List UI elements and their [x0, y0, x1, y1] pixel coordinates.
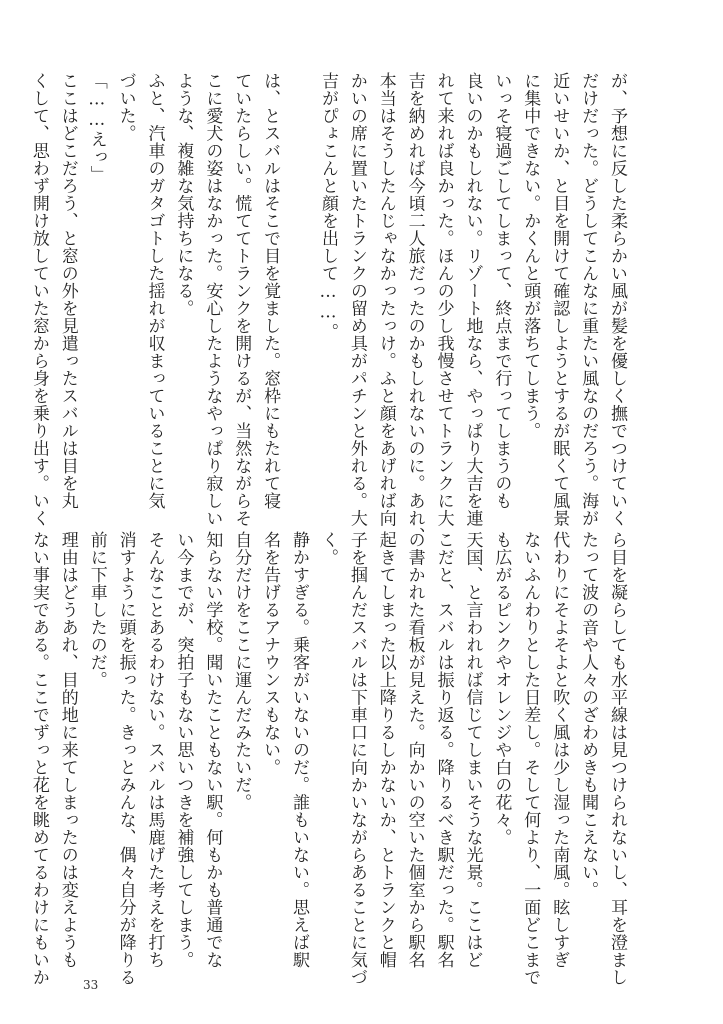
text-line: 理由はどうあれ、目的地に来てしまったのは変えようも	[57, 531, 78, 969]
text-line: 前に下車したのだ。	[86, 531, 107, 689]
text-line: に集中できない。かくんと頭が落ちてしまう。	[520, 72, 541, 440]
text-line: そんなことあるわけない。スバルは馬鹿げた考えを打ち	[144, 531, 165, 969]
text-line: 子を掴んだスバルは下車口に向かいながらあることに気づ	[346, 531, 367, 986]
text-line: づいた。	[115, 72, 136, 142]
text-line: いっそ寝過ごしてしまって、終点まで行ってしまうのも	[491, 72, 512, 510]
text-line: 代わりにそよそよと吹く風は少し湿った南風。眩しすぎ	[549, 531, 570, 969]
text-line: の書かれた看板が見えた。向かいの空いた個室から駅名	[404, 531, 425, 969]
text-line: だけだった。どうしてこんなに重たい風なのだろう。海が	[578, 72, 599, 527]
text-line: ふと、汽車のガタゴトした揺れが収まっていることに気	[144, 72, 165, 510]
text-line: ら目を凝らしても水平線は見つけられないし、耳を澄まし	[607, 531, 627, 986]
text-line: ここはどこだろう、と窓の外を見遣ったスバルは目を丸	[57, 72, 78, 510]
text-line: 天国、と言われれば信じてしまいそうな光景。ここはど	[462, 531, 483, 969]
text-line: 名を告げるアナウンスもない。	[260, 531, 281, 776]
text-line: れて来れば良かった。ほんの少し我慢させてトランクに大	[433, 72, 454, 527]
text-line: こだと、スバルは振り返る。降りるべき駅だった。駅名	[433, 531, 454, 969]
text-line: 自分だけをここに運んだみたいだ。	[231, 531, 252, 811]
text-line: 静かすぎる。乗客がいないのだ。誰もいない。思えば駅	[289, 531, 310, 969]
text-line: く。	[317, 531, 338, 566]
text-line: 良いのかもしれない。リゾート地なら、やっぱり大吉を連	[462, 72, 483, 527]
text-line: くして、思わず開け放していた窓から身を乗り出す。いく	[28, 72, 49, 527]
text-line: ないふんわりとした日差し。そして何より、一面どこまで	[520, 531, 541, 986]
text-line: 近いせいか、と目を開けて確認しようとするが眠くて風景	[549, 72, 570, 527]
text-line: 本当はそうしたんじゃなかったっけ。ふと顔をあげれば向	[375, 72, 396, 527]
text-line: たって波の音や人々のざわめきも聞こえない。	[578, 531, 599, 899]
text-line: が、予想に反した柔らかい風が髪を優しく撫でつけていく	[607, 72, 627, 527]
text-line: 起きてしまった以上降りるしかないか、とトランクと帽	[375, 531, 396, 969]
text-block-upper	[28, 72, 631, 545]
text-line: 吉がぴょこんと顔を出して……。	[317, 72, 338, 341]
text-line: ような、複雑な気持ちになる。	[173, 72, 194, 317]
text-line: 吉を納めれば今頃二人旅だったのかもしれないのに。あれ、	[404, 72, 425, 545]
text-line	[284, 72, 313, 487]
text-line: ない事実である。ここでずっと花を眺めてるわけにもいか	[28, 531, 49, 986]
text-line: かいの席に置いたトランクの留め具がパチンと外れる。大	[346, 72, 367, 527]
text-line: も広がるピンクやオレンジや白の花々。	[491, 531, 512, 846]
text-line: い今までが、突拍子もない思いつきを補強してしまう。	[173, 531, 194, 969]
text-line: 消すように頭を振った。きっとみんな、偶々自分が降りる	[115, 531, 136, 986]
page-number: 33	[83, 978, 99, 992]
text-line: ていたらしい。慌ててトランクを開けるが、当然ながらそ	[231, 72, 252, 527]
text-line: は、とスバルはそこで目を覚ました。窓枠にもたれて寝	[260, 72, 281, 510]
text-line: 知らない学校。聞いたこともない駅。何もかも普通でな	[202, 531, 223, 969]
text-line: こに愛犬の姿はなかった。安心したようなやっぱり寂しい	[202, 72, 223, 527]
text-line: 「……えっ」	[86, 72, 107, 183]
